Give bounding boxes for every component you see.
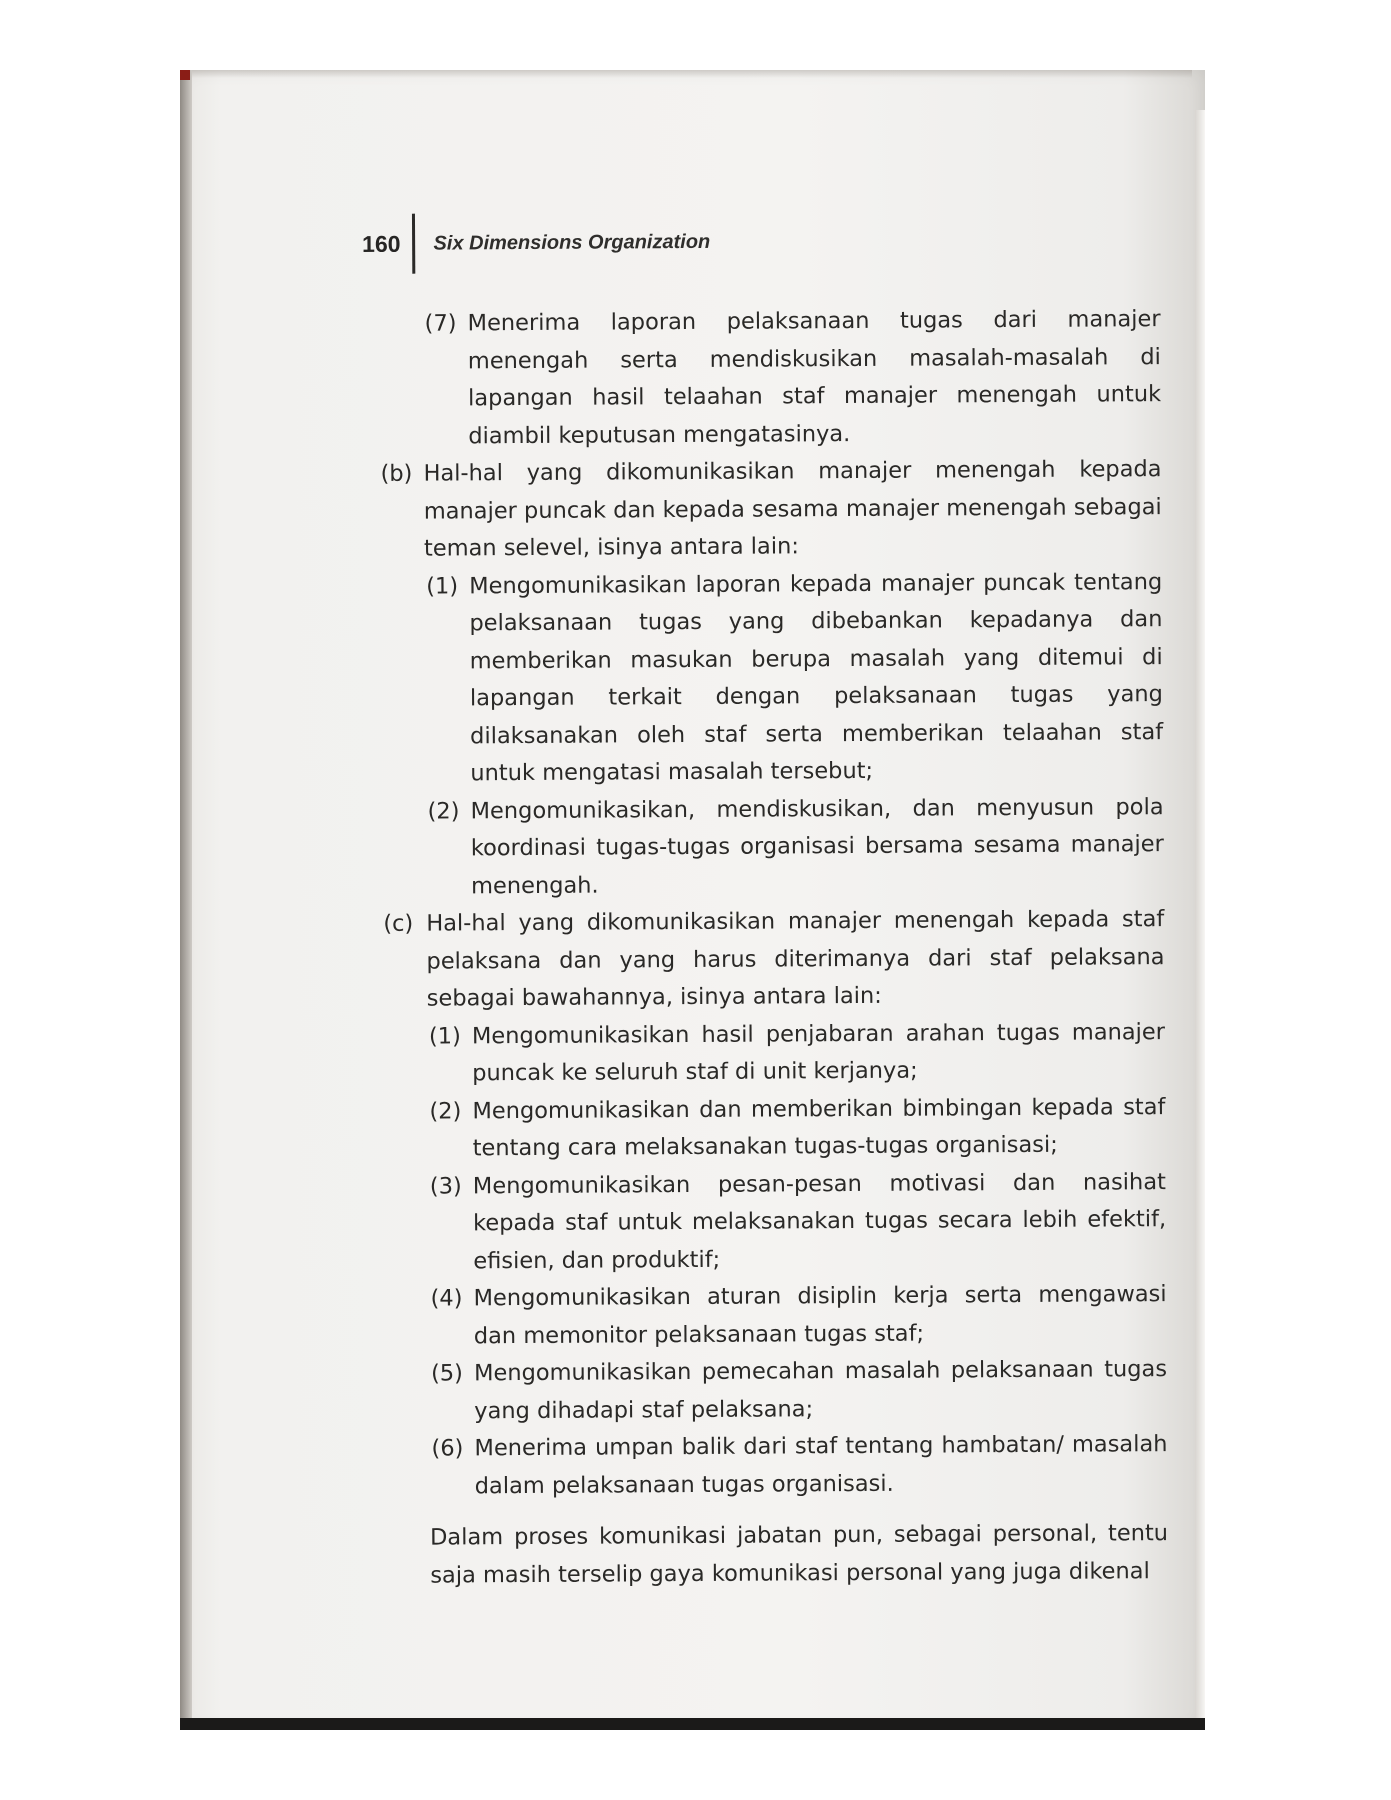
list-item-number: (b) bbox=[380, 460, 413, 487]
page-left-edge bbox=[180, 70, 192, 1730]
list-item bbox=[363, 301, 1162, 456]
list-item bbox=[368, 1276, 1166, 1356]
list-item-text: Mengomunikasikan dan memberikan bimbingan kepada staf tentang cara melaksanakan tugas-tugas organisasi; bbox=[472, 1093, 1166, 1162]
list-item-number: (6) bbox=[431, 1435, 464, 1462]
list-section-item bbox=[366, 901, 1165, 1018]
list-item-text: Mengomunikasikan, mendiskusikan, dan menyusun pola koordinasi tugas-tugas organisasi bersama sesama manajer menengah. bbox=[470, 793, 1164, 899]
list-item-text: Mengomunikasikan pesan-pesan motivasi dan nasihat kepada staf untuk melaksanakan tugas secara lebih efektif, efisien, dan produktif; bbox=[472, 1168, 1167, 1274]
page-top-shadow bbox=[192, 70, 1192, 78]
list-item-text: Mengomunikasikan hasil penjabaran arahan tugas manajer puncak ke seluruh staf di unit kerjanya; bbox=[471, 1018, 1166, 1087]
page-content bbox=[362, 217, 1169, 1617]
closing-paragraph: Dalam proses komunikasi jabatan pun, sebagai personal, tentu saja masih terselip gaya komunikasi personal yang juga dikenal bbox=[429, 1520, 1169, 1589]
list-item-number: (c) bbox=[383, 910, 414, 937]
list-item-text: Mengomunikasikan laporan kepada manajer puncak tentang pelaksanaan tugas yang dibebankan kepadanya dan memberikan masukan berupa masalah yang ditemui di lapangan terkait dengan pelaksanaan tugas yang dilaksanakan oleh staf serta memberikan telaahan staf untuk mengatasi masalah tersebut; bbox=[469, 568, 1164, 787]
list-item-number: (2) bbox=[427, 797, 460, 825]
list-item bbox=[368, 1164, 1167, 1281]
list-item-text: Menerima umpan balik dari staf tentang hambatan/ masalah dalam pelaksanaan tugas organisasi. bbox=[474, 1431, 1168, 1499]
list-item-text: Hal-hal yang dikomunikasikan manajer menengah kepada manajer puncak dan kepada sesama manajer menengah sebagai teman selevel, isinya antara lain: bbox=[423, 456, 1162, 562]
page-right-edge bbox=[1195, 110, 1205, 1730]
list-item-text: Mengomunikasikan pemecahan masalah pelaksanaan tugas yang dihadapi staf pelaksana; bbox=[473, 1356, 1168, 1424]
list-item-number: (7) bbox=[424, 310, 457, 337]
list-item-text: Menerima laporan pelaksanaan tugas dari manajer menengah serta mendiskusikan masalah-masalah di lapangan hasil telaahan staf manajer menengah untuk diambil keputusan mengatasinya. bbox=[467, 306, 1162, 449]
list-item bbox=[364, 564, 1163, 794]
list-item bbox=[369, 1351, 1167, 1431]
list-item-number: (4) bbox=[430, 1285, 463, 1312]
list-item-text: Mengomunikasikan aturan disiplin kerja serta mengawasi dan memonitor pelaksanaan tugas staf; bbox=[473, 1281, 1167, 1349]
page-bottom-edge bbox=[180, 1718, 1205, 1730]
list-item bbox=[367, 1014, 1165, 1094]
item-list bbox=[363, 301, 1168, 1506]
list-item-number: (3) bbox=[429, 1172, 462, 1200]
corner-mark bbox=[180, 70, 190, 80]
list-item-number: (1) bbox=[428, 1022, 461, 1050]
list-item-text: Hal-hal yang dikomunikasikan manajer menengah kepada staf pelaksana dan yang harus diterimanya dari staf pelaksana sebagai bawahannya, isinya antara lain: bbox=[426, 906, 1165, 1012]
list-item-number: (1) bbox=[426, 572, 459, 600]
list-item-number: (5) bbox=[430, 1360, 463, 1387]
list-item bbox=[367, 1089, 1165, 1169]
header-divider bbox=[412, 214, 415, 274]
book-title: Six Dimensions Organization bbox=[433, 230, 711, 255]
page-number: 160 bbox=[362, 230, 401, 257]
running-header bbox=[362, 217, 1160, 266]
list-section-item bbox=[363, 451, 1162, 568]
list-item bbox=[369, 1426, 1167, 1506]
list-item-number: (2) bbox=[429, 1097, 462, 1125]
list-item bbox=[365, 789, 1164, 906]
